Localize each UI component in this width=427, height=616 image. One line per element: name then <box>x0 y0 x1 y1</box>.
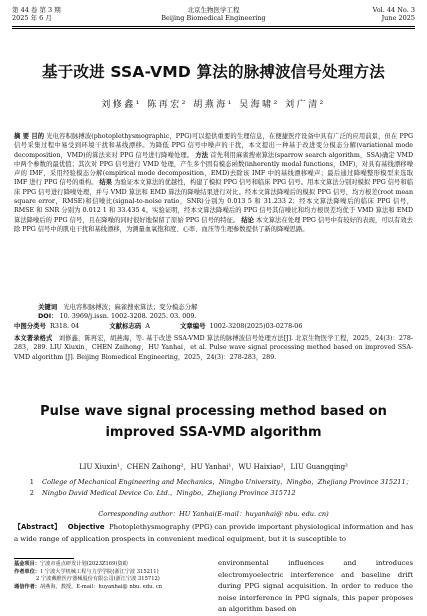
author-unit-line-2 <box>14 576 214 584</box>
keywords-label-cn: 关键词 <box>38 303 58 311</box>
abstract-label-en: 【Abstract】 <box>14 523 62 531</box>
author-unit-line <box>14 569 214 577</box>
abstract-en <box>14 522 413 545</box>
conclusions-label-cn: 结论 <box>241 216 254 224</box>
title-en: Pulse wave signal processing method based on improved SSA-VMD algorithm <box>40 404 387 440</box>
header-rule-thick <box>12 26 415 27</box>
author-unit-label: 作者单位： <box>14 568 40 575</box>
volume-issue-cn: 第 44 卷 第 3 期 <box>12 6 61 14</box>
affiliation-text: Ningbo David Medical Device Co. Ltd.，Ningbo，Zhejiang Province 315712 <box>42 489 296 497</box>
article-no-value: 1002-3208(2025)03-0278-06 <box>209 322 303 330</box>
objective-label-en: Objective <box>67 523 105 531</box>
conclusions-text-cn: 本文算法在处理 PPG 信号中有较好的表现，可以有效去除 PPG 信号中的肌电干扰和基线漂移，为测量血氧饱和度、心率、血压等生理参数提供了新的降噪思路。 <box>14 216 413 233</box>
authors-cn: 刘修鑫¹ 陈再宏² 胡燕海¹ 吴海啸² 刘广清² <box>101 100 326 110</box>
doi-value: 10. 3969/j.issn. 1002-3208. 2025. 03. 009. <box>59 312 197 320</box>
clc-value: R318. 04 <box>50 322 80 330</box>
citation-en: LIU Xiuxin，CHEN Zaihong，HU Yanhai，et al. Pulse wave signal processing method based on improved SSA-VMD algorithm [J]. Beijing Biomedical Engineering，2025，24(3)：278-283，289. <box>14 344 413 361</box>
methods-text-cn: 首先利用麻雀搜索算法(sparrow search algorithm，SSA)确定 VMD 中两个参数的最优值；其次对 PPG 信号进行 VMD 处理，产生多个固有模态函数(inherently modal functions，IMF)，对具有基线漂移噪声的 IMF，采用经验模态分解(empirical mode decomposition，EMD)去除该 IMF 中的基线漂移噪声；最后通过降噪整形模型来选取 IMF 进行 PPG 信号的重构。 <box>14 151 413 187</box>
doc-code-label: 文献标志码 <box>109 322 142 330</box>
corresponding-author-en: Corresponding author：HU Yanhai(E-mail：huyanhai@ nbu. edu. cn) <box>98 510 329 518</box>
journal-name-en: Beijing Biomedical Engineering <box>161 14 266 22</box>
footnote <box>14 558 214 591</box>
citation-label: 本文著录格式 <box>14 335 53 342</box>
journal-header <box>12 6 415 28</box>
clc-label: 中图分类号 <box>14 322 46 330</box>
volume-issue-en-line: Vol. 44 No. 3 <box>372 6 415 14</box>
affiliation-num: 2 <box>29 489 34 497</box>
objective-text-cn: 光电容积脉搏波(photoplethysmographic，PPG)可以提供重要的生理信息，在便捷医疗设备中具有广泛的应用前景，但在 PPG 信号采集过程中易受到环境干扰和基线漂移。为降低 PPG 信号中噪声的干扰，本文提出一种基于改进变分模态分解(variational mode decomposition，VMD)的算法来对 PPG 信号进行降噪处理。 <box>14 133 413 159</box>
affiliation-en-1 <box>14 477 413 488</box>
fund-text: 宁波市重点研发计划(2023Z169)资助 <box>39 561 128 567</box>
keywords-cn <box>38 303 413 312</box>
citation <box>14 334 413 362</box>
journal-name <box>12 6 415 22</box>
methods-label-cn: 方法 <box>195 151 209 159</box>
fund-label: 基金项目： <box>14 561 40 567</box>
footnote-rule <box>14 558 74 559</box>
doc-code-value: A <box>145 322 150 330</box>
classification <box>14 322 413 331</box>
affiliations-en <box>14 477 413 499</box>
fund-line <box>14 561 214 569</box>
authors-en: LIU Xiuxin¹，CHEN Zaihong²，HU Yanhai¹，WU Haixiao²，LIU Guangqing² <box>79 463 348 471</box>
abstract-text-en: Photoplethysmography (PPG) can provide important physiological information and has a wide range of application prospects in convenient medical equipment, but it is susceptible to <box>14 523 414 543</box>
journal-name-cn: 北京生物医学工程 <box>187 6 240 14</box>
date-en: June 2025 <box>381 14 415 22</box>
objective-label-cn: 目的 <box>31 133 45 140</box>
affiliation-text: College of Mechanical Engineering and Mechanics，Ningbo University，Ningbo，Zhejiang Province 315211； <box>42 478 413 486</box>
corr-label: 通信作者： <box>14 583 40 590</box>
corr-line <box>14 584 214 592</box>
abstract-label-cn: 摘 要 <box>14 133 30 140</box>
affiliation-num: 1 <box>29 478 34 486</box>
date-cn: 2025 年 6 月 <box>12 14 52 22</box>
results-label-cn: 结果 <box>99 179 113 187</box>
author-unit-1: 1 宁波大学机械工程与力学学院(浙江宁波 315211) <box>39 568 159 575</box>
article-no-label: 文章编号 <box>180 322 206 330</box>
title-cn: 基于改进 SSA-VMD 算法的脉搏波信号处理方法 <box>41 63 385 81</box>
doi-label: DOI： <box>38 312 58 320</box>
author-unit-2: 2 宁波戴维医疗器械股份有限公司(浙江宁波 315712) <box>36 576 160 582</box>
corr-text: 胡燕海，教授。E-mail：huyanhai@ nbu. edu. cn <box>39 583 162 590</box>
abstract-cn <box>14 132 413 234</box>
results-text-cn: 为验证本文算法的优越性，构建了模拟 PPG 信号和临床 PPG 信号。用本文算法分别对模拟 PPG 信号和临床 PPG 信号进行降噪处理，并与 VMD 算法和 EMD 算法的降噪结果进行对比。经本文算法降噪后的模拟 PPG 信号，均方根差(root mean square error，RMSE)和信噪比(signal-to-noise ratio，SNR)分别为 0.013 5 和 31.233 2；经本文算法降噪后的临床 PPG 信号，RMSE 和 SNR 分别为 0.012 1 和 33.435 4。实验证明，经本文算法降噪后的 PPG 信号其信噪比和均方根误差均优于 VMD 算法和 EMD 算法降噪后的 PPG 信号，且在降噪的同时很好地保留了原始 PPG 信号的特征。 <box>14 179 413 224</box>
doi <box>38 312 413 321</box>
abstract-en-continued: environmental influences and introduces electromyoelectric interference and baseline drift during PPG signal acquisition. In order to reduce the noise interference in PPG signals, this paper proposes an algorithm based on <box>218 559 413 613</box>
volume-issue-en <box>373 6 415 22</box>
header-rule-thin <box>12 28 415 29</box>
citation-cn: 刘修鑫，陈再宏，胡燕海，等. 基于改进 SSA-VMD 算法的脉搏波信号处理方法[J]. 北京生物医学工程，2025，24(3)：278-283，289. <box>14 335 414 352</box>
keywords-text-cn: 光电容积脉搏波；麻雀搜索算法；变分模态分解 <box>63 303 198 311</box>
affiliation-en-2 <box>14 488 413 499</box>
